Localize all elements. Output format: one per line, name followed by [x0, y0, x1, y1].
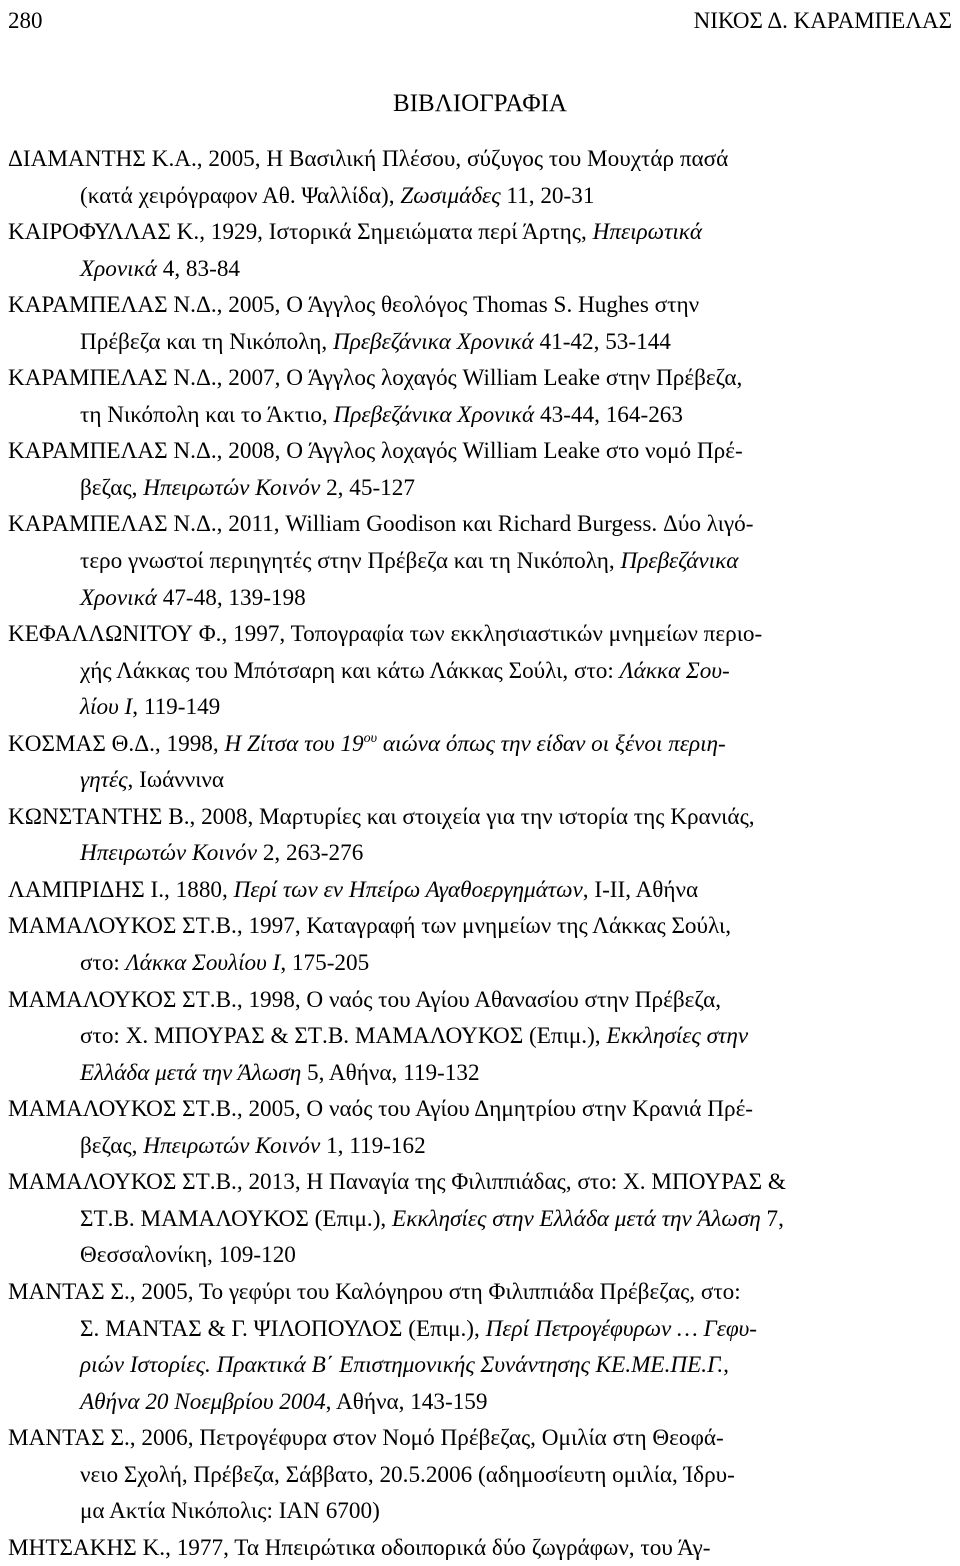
entry-text: 1, 119-162	[320, 1132, 426, 1159]
entry-text: 4, 83-84	[156, 255, 241, 282]
author-name-text: ΑΜΠΡΙΔΗΣ	[24, 876, 145, 903]
bibliography-entry	[8, 1091, 952, 1164]
entry-text: Ν.Δ., 2008, Ο Άγγλος λοχαγός William Leake στο νομό Πρέ-	[167, 438, 743, 465]
entry-title-text: αιώνα όπως την είδαν οι ξένοι περιη-	[377, 730, 726, 757]
author-name-text: ΙΑΜΑΝΤΗΣ	[22, 146, 146, 172]
entry-text: Κ	[8, 730, 25, 757]
entry-text: τερο γνωστοί περιηγητές στην Πρέβεζα και τη Νικόπολη,	[80, 548, 621, 575]
entry-text: βεζας,	[80, 1132, 144, 1159]
author-name-text: ΗΤΣΑΚΗΣ	[28, 1534, 137, 1561]
entry-text: χής Λάκκας του Μπότσαρη και κάτω Λάκκας Σούλι, στο:	[80, 657, 620, 684]
entry-text: Ν.Δ., 2005, Ο Άγγλος θεολόγος Thomas S. Hughes στην	[167, 292, 700, 319]
entry-text: Κ	[8, 803, 25, 830]
entry-text: Θ.Δ., 1998,	[105, 730, 225, 757]
author-name-text: ΑΜΑΛΟΥΚΟΣ	[161, 1205, 309, 1232]
entry-title-text: Ελλάδα μετά την Άλωση	[80, 1059, 302, 1086]
entry-text: &	[762, 1169, 786, 1196]
author-name-text: Τ	[93, 1205, 108, 1232]
bibliography-entry	[8, 433, 952, 506]
entry-text: βεζας,	[80, 474, 144, 501]
entry-text: Κ	[8, 511, 25, 538]
bibliography-entry	[8, 726, 952, 799]
author-name-text: ΑΜΑΛΟΥΚΟΣ	[28, 913, 177, 940]
author-name-text: ΑΝΤΑΣ	[125, 1315, 202, 1342]
entry-text: Σ	[176, 1169, 196, 1196]
entry-title-text: Περί Πετρογέφυρων … Γεφυ-	[485, 1315, 758, 1342]
entry-text: 2, 263-276	[257, 840, 364, 867]
entry-text: Μ	[8, 913, 29, 940]
bibliography-entry	[8, 908, 952, 981]
author-name-text: Τ	[195, 1096, 210, 1123]
entry-text: .Β., 1997, Καταγραφή των μνημείων της Λάκκας Σούλι,	[209, 913, 732, 940]
page-number: 280	[8, 8, 43, 33]
entry-title-text: Ηπειρωτικά	[592, 219, 703, 246]
bibliography-entry	[8, 360, 952, 433]
bibliography-entry	[8, 287, 952, 360]
entry-title-text: Χρονικά	[80, 255, 157, 282]
entry-title-text: γητές	[80, 767, 128, 794]
entry-title-text: Ηπειρωτών Κοινόν	[80, 840, 258, 867]
author-name-text: Τ	[307, 1023, 323, 1050]
entry-text: Κ	[8, 438, 25, 465]
entry-title-text: Η Ζίτσα του 19	[224, 730, 364, 757]
entry-text: & Γ. Ψ	[201, 1315, 271, 1342]
entry-title-text: λίου Ι	[80, 694, 133, 721]
entry-title-text: Αθήνα 20 Νοεμβρίου 2004	[80, 1388, 326, 1415]
entry-text: Κ	[8, 365, 25, 392]
author-name-text: ΑΡΑΜΠΕΛΑΣ	[24, 438, 168, 465]
entry-text: Σ. Μ	[80, 1315, 126, 1342]
bibliography-list	[8, 141, 952, 1566]
entry-text: Φ., 1997, Τοπογραφία των εκκλησιαστικών μνημείων περιο-	[192, 621, 763, 648]
entry-text: Δ	[8, 146, 23, 172]
entry-text: .Β., 2013, Η Παναγία της Φιλιππιάδας, στο: Χ. Μ	[209, 1169, 672, 1196]
entry-text: .Β. Μ	[322, 1023, 376, 1050]
entry-title-text: Ζωσιμάδες	[400, 182, 501, 209]
entry-text: Μ	[8, 1169, 29, 1196]
entry-text: (Επιμ.),	[402, 1315, 486, 1342]
section-title: ΒΙΒΛΙΟΓΡΑΦΙΑ	[393, 90, 567, 117]
bibliography-entry	[8, 506, 952, 616]
entry-text: 47-48, 139-198	[156, 584, 306, 611]
entry-text: Σ	[176, 913, 196, 940]
entry-text: , Ι-ΙΙ, Αθήνα	[582, 876, 699, 903]
entry-title-text: Ηπειρωτών Κοινόν	[143, 474, 321, 501]
entry-text: Κ., 1929, Ιστορικά Σημειώματα περί Άρτης,	[170, 219, 593, 246]
entry-text: Μ	[8, 1425, 29, 1452]
entry-text: (κατά χειρόγραφον Αθ. Ψαλλίδα),	[80, 182, 401, 209]
author-name-text: ΠΟΥΡΑΣ	[671, 1169, 763, 1196]
entry-text: στο: Χ. Μ	[80, 1023, 175, 1050]
entry-text: Σ., 2005, Το γεφύρι του Καλόγηρου στη Φιλιππιάδα Πρέβεζας, στο:	[104, 1278, 741, 1305]
entry-title-text: Χρονικά	[80, 584, 157, 611]
author-name-text: ΑΜΑΛΟΥΚΟΣ	[28, 1096, 177, 1123]
entry-text: (Επιμ.),	[523, 1023, 607, 1050]
entry-text: στο:	[80, 950, 126, 977]
author-name-text: ΑΙΡΟΦΥΛΛΑΣ	[24, 219, 171, 246]
bibliography-entry	[8, 982, 952, 1092]
entry-title-text: Πρεβεζάνικα Χρονικά	[333, 328, 534, 355]
entry-text: Πρέβεζα και τη Νικόπολη,	[80, 328, 334, 355]
entry-text: .Β., 1998, Ο ναός του Αγίου Αθανασίου στην Πρέβεζα,	[209, 986, 722, 1013]
entry-text: Κ., 1977, Τα Ηπειρώτικα οδοιπορικά δύο ζωγράφων, του Άγ-	[136, 1534, 711, 1561]
entry-text: νειο Σχολή, Πρέβεζα, Σάββατο, 20.5.2006 (αδημοσίευτη ομιλία, Ίδρυ-	[80, 1461, 735, 1488]
entry-text: Κ	[8, 621, 25, 648]
bibliography-entry	[8, 872, 952, 909]
author-name-text: ΙΛΟΠΟΥΛΟΣ	[270, 1315, 403, 1342]
entry-text: 41-42, 53-144	[533, 328, 671, 355]
entry-text: Μ	[8, 1278, 29, 1305]
entry-title-text: Λάκκα Σουλίου Ι	[125, 950, 281, 977]
entry-text: ου	[363, 730, 378, 746]
entry-text: .Β., 2005, Ο ναός του Αγίου Δημητρίου στην Κρανιά Πρέ-	[209, 1096, 754, 1123]
author-name-text: ΑΝΤΑΣ	[28, 1278, 105, 1305]
entry-text: , Ιωάννινα	[127, 767, 225, 794]
entry-text: τη Νικόπολη και το Άκτιο,	[80, 401, 334, 428]
entry-text: Σ	[176, 1096, 196, 1123]
bibliography-entry	[8, 1530, 952, 1566]
entry-text: 43-44, 164-263	[534, 401, 683, 428]
author-name-text: ΑΡΑΜΠΕΛΑΣ	[24, 365, 168, 392]
author-name-text: ΠΟΥΡΑΣ	[174, 1023, 265, 1050]
entry-text: Μ	[8, 1096, 29, 1123]
entry-text: Κ.Α., 2005, Η Βασιλική Πλέσου, σύζυγος του Μουχτάρ πασά	[145, 146, 729, 172]
entry-text: Ν.Δ., 2007, Ο Άγγλος λοχαγός William Leake στην Πρέβεζα,	[167, 365, 743, 392]
entry-title-text: ριών Ιστορίες. Πρακτικά Β΄ Επιστημονικής Συνάντησης ΚΕ.ΜΕ.ΠΕ.Γ.,	[80, 1352, 729, 1379]
entry-text: Σ., 2006, Πετρογέφυρα στον Νομό Πρέβεζας, Ομιλία στη Θεοφά-	[104, 1425, 724, 1452]
author-name-text: Τ	[195, 986, 210, 1013]
entry-text: Μ	[8, 1534, 29, 1561]
entry-title-text: Περί των εν Ηπείρω Αγαθοεργημάτων	[233, 876, 583, 903]
entry-text: 2, 45-127	[320, 474, 415, 501]
author-name-text: ΩΝΣΤΑΝΤΗΣ	[24, 803, 163, 830]
running-head: ΝΙΚΟΣ Δ. ΚΑΡΑΜΠΕΛΑΣ	[693, 8, 952, 33]
entry-text: Σ	[80, 1205, 94, 1232]
entry-text: 5, Αθήνα, 119-132	[301, 1059, 480, 1086]
entry-text: , 175-205	[280, 950, 370, 977]
entry-text: , Αθήνα, 143-159	[325, 1388, 488, 1415]
author-name-text: ΕΦΑΛΛΩΝΙΤΟΥ	[24, 621, 193, 648]
entry-title-text: Πρεβεζάνικα	[620, 548, 739, 575]
entry-text: (Επιμ.),	[308, 1205, 393, 1232]
entry-text: Ι., 1880,	[144, 876, 234, 903]
entry-text: Κ	[8, 292, 25, 319]
entry-text: Ν.Δ., 2011, William Goodison και Richard Burgess. Δύο λιγό-	[167, 511, 754, 538]
author-name-text: Τ	[195, 1169, 210, 1196]
author-name-text: ΑΜΑΛΟΥΚΟΣ	[28, 1169, 177, 1196]
entry-text: , 119-149	[132, 694, 221, 721]
bibliography-entry	[8, 616, 952, 726]
bibliography-entry	[8, 1164, 952, 1274]
entry-text: Σ	[176, 986, 196, 1013]
author-name-text: ΑΡΑΜΠΕΛΑΣ	[24, 511, 168, 538]
author-name-text: ΑΡΑΜΠΕΛΑΣ	[24, 292, 168, 319]
entry-text: μα Ακτία Νικόπολις: ΙΑΝ 6700)	[80, 1498, 380, 1525]
author-name-text: ΑΝΤΑΣ	[28, 1425, 105, 1452]
entry-title-text: Εκκλησίες στην Ελλάδα μετά την Άλωση	[392, 1205, 761, 1232]
bibliography-entry	[8, 1420, 952, 1530]
entry-text: Θεσσαλονίκη, 109-120	[80, 1242, 296, 1269]
entry-text: .Β. Μ	[107, 1205, 162, 1232]
bibliography-entry	[8, 1274, 952, 1420]
entry-text: Μ	[8, 986, 29, 1013]
entry-title-text: Λάκκα Σου-	[619, 657, 730, 684]
entry-text: Κ	[8, 219, 25, 246]
entry-text: Λ	[8, 876, 25, 903]
entry-title-text: Πρεβεζάνικα Χρονικά	[333, 401, 535, 428]
author-name-text: ΑΜΑΛΟΥΚΟΣ	[28, 986, 177, 1013]
entry-text: 11, 20-31	[500, 182, 595, 209]
entry-title-text: Εκκλησίες στην	[606, 1023, 749, 1050]
author-name-text: Τ	[195, 913, 210, 940]
bibliography-entry	[8, 141, 952, 214]
entry-text: & Σ	[264, 1023, 308, 1050]
bibliography-entry	[8, 214, 952, 287]
entry-title-text: Ηπειρωτών Κοινόν	[143, 1132, 321, 1159]
author-name-text: ΟΣΜΑΣ	[24, 730, 106, 757]
entry-text: Β., 2008, Μαρτυρίες και στοιχεία για την ιστορία της Κρανιάς,	[162, 803, 755, 830]
author-name-text: ΑΜΑΛΟΥΚΟΣ	[375, 1023, 524, 1050]
bibliography-entry	[8, 799, 952, 872]
entry-text: 7,	[760, 1205, 784, 1232]
